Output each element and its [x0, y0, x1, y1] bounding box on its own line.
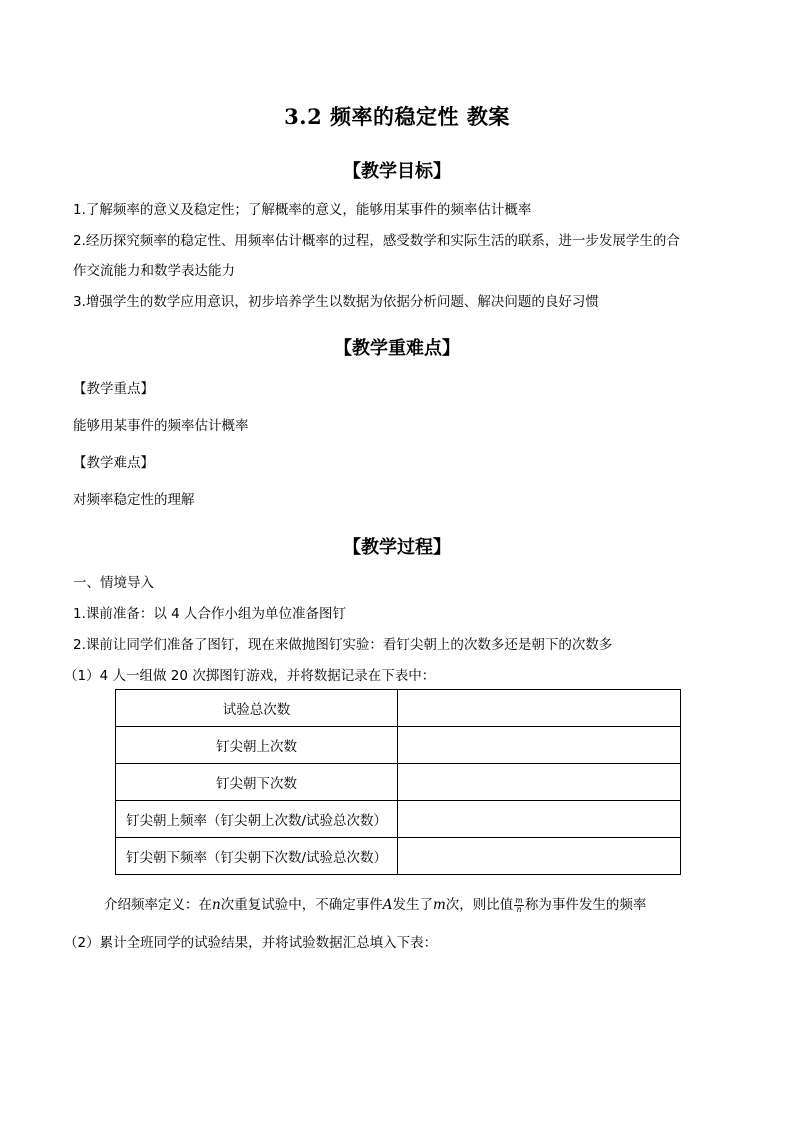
section-title-process: 【教学过程】 — [343, 537, 451, 558]
focus-label: 【教学重点】 — [73, 381, 154, 397]
table-row-label: 钉尖朝下频率（钉尖朝下次数/试验总次数） — [116, 838, 398, 875]
table-row — [116, 801, 681, 838]
process-item-2: 2.课前让同学们准备了图钉，现在来做抛图钉实验：看钉尖朝上的次数多还是朝下的次数多 — [73, 637, 613, 653]
definition-text: 次重复试验中，不确定事件 — [220, 897, 383, 913]
difficulty-text: 对频率稳定性的理解 — [73, 492, 195, 508]
table-row-label: 钉尖朝上次数 — [116, 727, 398, 764]
goal-line-2-cont: 作交流能力和数学表达能力 — [73, 263, 235, 279]
document-title: 3.2 频率的稳定性 教案 — [284, 104, 510, 129]
goal-line-2: 2.经历探究频率的稳定性、用频率估计概率的过程，感受数学和实际生活的联系，进一步发展学生的合 — [73, 233, 680, 249]
table-row-value — [398, 727, 681, 764]
fraction-m-over-n — [514, 897, 524, 914]
variable-m: m — [432, 897, 446, 913]
definition-text: 发生了 — [392, 897, 433, 913]
frequency-definition — [104, 893, 646, 914]
table-row-label: 试验总次数 — [116, 690, 398, 727]
difficulty-label: 【教学难点】 — [73, 455, 154, 471]
section-title-goals: 【教学目标】 — [343, 161, 451, 182]
table-row-label: 钉尖朝下次数 — [116, 764, 398, 801]
process-step-2: （2）累计全班同学的试验结果，并将试验数据汇总填入下表： — [64, 935, 438, 951]
table-row — [116, 838, 681, 875]
table-row-value — [398, 764, 681, 801]
fraction-denominator: n — [516, 904, 522, 914]
intro-heading: 一、情境导入 — [73, 575, 154, 591]
record-table — [115, 689, 681, 875]
process-item-1: 1.课前准备：以 4 人合作小组为单位准备图钉 — [73, 606, 347, 622]
table-row — [116, 727, 681, 764]
table-row-value — [398, 801, 681, 838]
variable-a: A — [382, 897, 393, 913]
section-title-keypoints: 【教学重难点】 — [334, 338, 460, 359]
variable-n: n — [212, 897, 221, 913]
table-row-value — [398, 838, 681, 875]
goal-line-1: 1.了解频率的意义及稳定性；了解概率的意义，能够用某事件的频率估计概率 — [73, 202, 532, 218]
definition-text: 介绍频率定义：在 — [104, 897, 212, 913]
process-step-1: （1）4 人一组做 20 次掷图钉游戏，并将数据记录在下表中： — [64, 668, 436, 684]
focus-text: 能够用某事件的频率估计概率 — [73, 418, 249, 434]
fraction-numerator: m — [515, 895, 523, 905]
table-row-value — [398, 690, 681, 727]
definition-text: 次，则比值 — [445, 897, 514, 913]
table-row-label: 钉尖朝上频率（钉尖朝上次数/试验总次数） — [116, 801, 398, 838]
goal-line-3: 3.增强学生的数学应用意识，初步培养学生以数据为依据分析问题、解决问题的良好习惯 — [73, 294, 599, 310]
table-row — [116, 764, 681, 801]
definition-text: 称为事件发生的频率 — [524, 897, 647, 913]
table-row — [116, 690, 681, 727]
